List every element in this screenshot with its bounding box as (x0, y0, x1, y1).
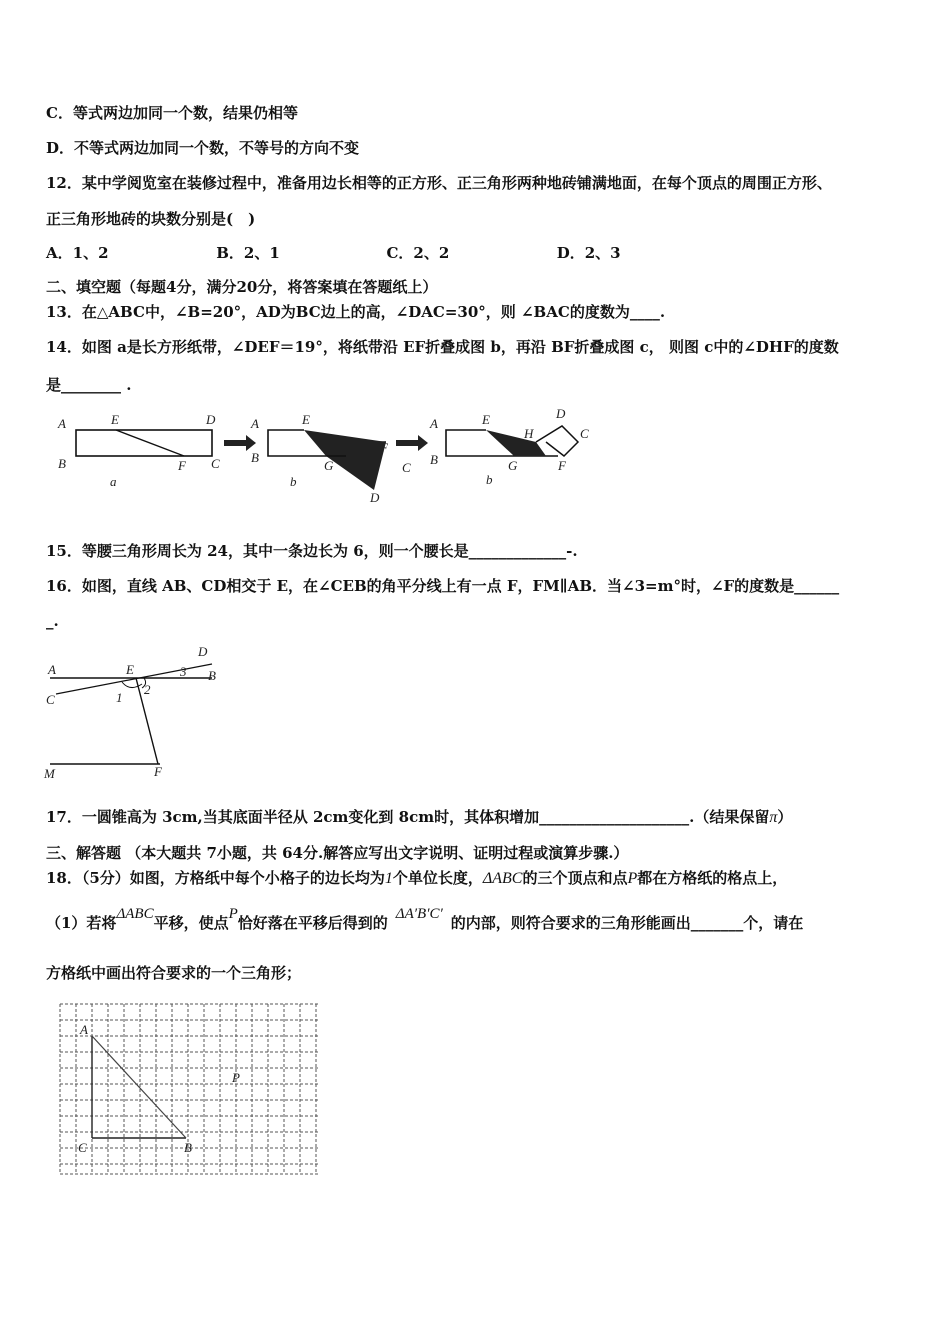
label-1: 1 (116, 690, 123, 705)
pi-symbol: π (769, 809, 778, 826)
folding-strip-figure (46, 402, 606, 512)
grid-label-P: P (232, 1070, 240, 1085)
label-a-C: C (211, 456, 220, 471)
q18-one: 1 (384, 870, 393, 887)
label-b-A: A (251, 416, 259, 431)
figure-c (429, 406, 589, 487)
option-d-answer: D．2、3 (556, 244, 621, 262)
grid-paper-figure (56, 1000, 324, 1178)
question-18-line2 (46, 906, 804, 933)
arrow-icon (224, 435, 256, 451)
label-c-F: F (558, 458, 566, 473)
figure-a (57, 412, 220, 489)
question-16-line2: _. (46, 612, 59, 630)
label-E: E (126, 662, 134, 677)
label-3: 3 (180, 664, 187, 679)
question-16-line1: 16．如图，直线 AB、CD相交于 E，在∠CEB的角平分线上有一点 F，FM∥AB．当∠3=m°时，∠F的度数是______ (46, 577, 840, 595)
label-D: D (198, 644, 208, 659)
caption-c: b (486, 472, 493, 487)
question-12-line2: 正三角形地砖的块数分别是( ) (46, 210, 256, 228)
option-c-answer: C．2、2 (386, 244, 450, 262)
question-18-line1 (46, 867, 787, 888)
grid-label-B: B (184, 1140, 192, 1155)
label-B: B (208, 668, 216, 683)
option-d: D．不等式两边加同一个数，不等号的方向不变 (46, 139, 360, 157)
section-3-heading: 三、解答题 （本大题共 7小题，共 64分.解答应写出文字说明、证明过程或演算步骤.） (46, 844, 629, 862)
q18-text-2: 个单位长度， (392, 869, 483, 887)
label-b-G: G (324, 458, 334, 473)
label-F: F (154, 764, 162, 779)
q18-text-3: 的三个顶点和点 (522, 869, 628, 887)
label-c-A: A (430, 416, 438, 431)
label-a-B: B (58, 456, 66, 471)
label-b-E: E (302, 412, 310, 427)
label-2: 2 (144, 682, 151, 697)
question-13: 13．在△ABC中，∠B=20°，AD为BC边上的高，∠DAC=30°，则 ∠BAC的度数为____. (46, 303, 666, 321)
q18b-triangle-prime: ΔA′B′C′ (395, 906, 443, 922)
option-c: C．等式两边加同一个数，结果仍相等 (46, 104, 298, 122)
label-c-G: G (508, 458, 518, 473)
question-17 (46, 806, 792, 827)
label-b-F: F (380, 440, 388, 455)
intersecting-lines-figure (40, 636, 240, 786)
question-14-line2: 是________ . (46, 376, 132, 394)
label-a-F: F (178, 458, 186, 473)
label-c-E: E (482, 412, 490, 427)
label-M: M (44, 766, 55, 781)
q18b-text-2: 平移，使点 (153, 914, 229, 932)
label-a-D: D (206, 412, 216, 427)
caption-a: a (110, 474, 117, 489)
question-12-line1: 12．某中学阅览室在装修过程中，准备用边长相等的正方形、正三角形两种地砖铺满地面，在每个顶点的周围正方形、 (46, 174, 832, 192)
label-b-C: C (402, 460, 411, 475)
label-c-B: B (430, 452, 438, 467)
arrow-icon (396, 435, 428, 451)
label-a-E: E (111, 412, 119, 427)
section-2-heading: 二、填空题（每题4分，满分20分，将答案填在答题纸上） (46, 278, 438, 296)
q18-point-p: P (627, 870, 638, 887)
label-C: C (46, 692, 55, 707)
label-b-B: B (251, 450, 259, 465)
label-c-C: C (580, 426, 589, 441)
label-c-D: D (556, 406, 566, 421)
label-A: A (48, 662, 56, 677)
q18b-text-4: 的内部，则符合要求的三角形能画出_______个，请在 (450, 914, 804, 932)
question-14-line1: 14．如图 a是长方形纸带，∠DEF＝19°，将纸带沿 EF折叠成图 b，再沿 BF折叠成图 c， 则图 c中的∠DHF的度数 (46, 338, 839, 356)
grid-label-C: C (78, 1140, 87, 1155)
label-a-A: A (58, 416, 66, 431)
question-12-options (46, 242, 621, 263)
figure-b (250, 412, 411, 505)
q18-text-4: 都在方格纸的格点上， (637, 869, 788, 887)
question-15: 15．等腰三角形周长为 24，其中一条边长为 6，则一个腰长是_____________-. (46, 542, 578, 560)
q18b-triangle: ΔABC (116, 906, 154, 922)
q18b-text-1: （1）若将 (46, 914, 117, 932)
option-b: B．2、1 (216, 244, 280, 262)
q18-text-1: 18．（5分）如图，方格纸中每个小格子的边长均为 (46, 869, 385, 887)
grid-label-A: A (80, 1022, 88, 1037)
q18b-text-3: 恰好落在平移后得到的 (237, 914, 388, 932)
label-c-H: H (524, 426, 534, 441)
q18b-point-p: P (228, 906, 238, 922)
label-b-D: D (370, 490, 380, 505)
caption-b: b (290, 474, 297, 489)
question-17-end: ） (777, 808, 793, 826)
question-17-text: 17．一圆锥高为 3cm,当其底面半径从 2cm变化到 8cm时，其体积增加____________________.（结果保留 (46, 808, 770, 826)
question-18-line3: 方格纸中画出符合要求的一个三角形； (46, 964, 302, 982)
q18-triangle: ΔABC (482, 870, 523, 887)
option-a: A．1、2 (46, 244, 109, 262)
